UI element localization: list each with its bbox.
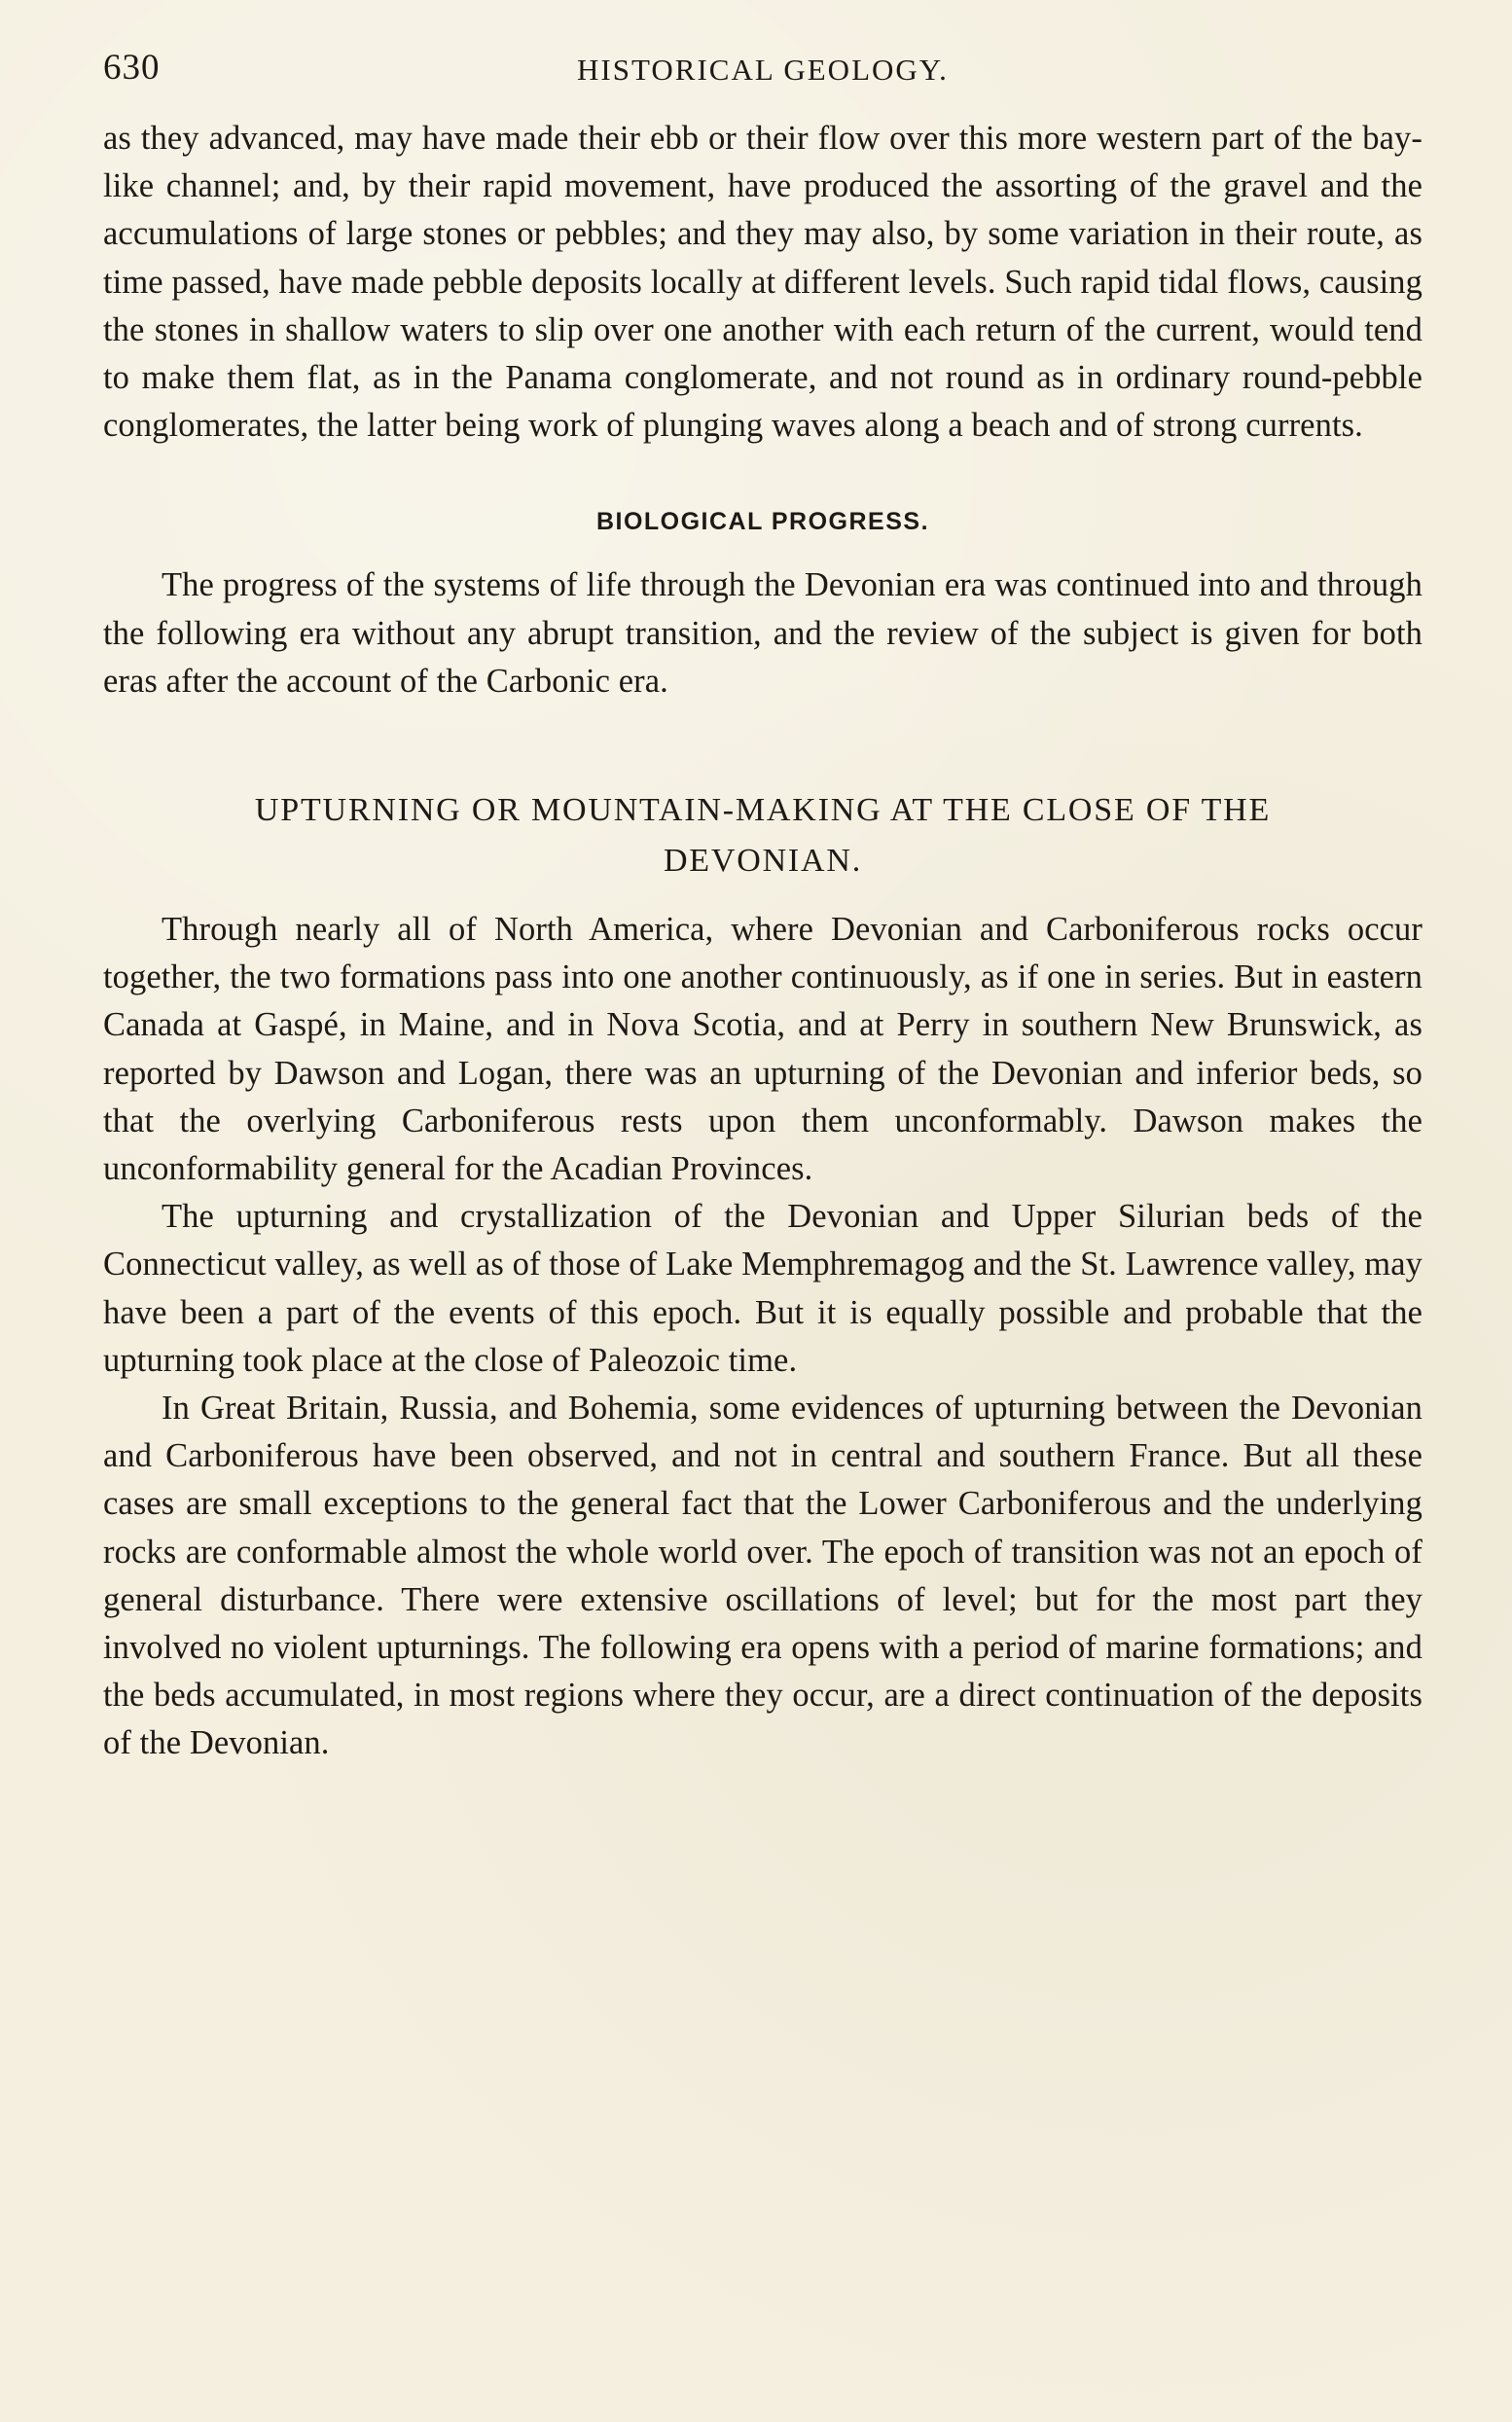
page-number: 630 (103, 48, 161, 88)
intro-paragraph: as they advanced, may have made their ebb or their flow over this more western part of the bay-like channel; and, by their rapid movement, have produced the assorting of the gravel and the accumulations of large stones or pebbles; and they may also, by some variation in their route, as time passed, have made pebble deposits locally at different levels. Such rapid tidal flows, causing the stones in shallow waters to slip over one another with each return of the current, would tend to make them flat, as in the Panama conglomerate, and not round as in ordinary round-pebble conglomerates, the latter being work of plunging waves along a beach and of strong currents. (103, 120, 1422, 445)
biological-progress-heading: BIOLOGICAL PROGRESS. (595, 508, 930, 536)
north-america-paragraph: Through nearly all of North America, where Devonian and Carboniferous rocks occur together, the two formations pass into one another continuously, as if one in series. But in eastern Canada at Gaspé, in Maine, and in Nova Scotia, and at Perry in southern New Brunswick, as reported by Dawson and Logan, there was an upturning of the Devonian and inferior beds, so that the overlying Carboniferous rests upon them unconformably. Dawson makes the unconformability general for the Acadian Provinces. (103, 911, 1422, 1188)
upturning-heading-line-1: UPTURNING OR MOUNTAIN-MAKING AT THE CLOSE OF THE (254, 792, 1272, 829)
page-body (103, 115, 1422, 1768)
upturning-heading-line-2: DEVONIAN. (663, 843, 863, 880)
page-header (103, 37, 1422, 105)
britain-paragraph: In Great Britain, Russia, and Bohemia, some evidences of upturning between the Devonian and Carboniferous have been observed, and not in central and southern France. But all these cases are small exceptions to the general fact that the Lower Carboniferous and the underlying rocks are conformable almost the whole world over. The epoch of transition was not an epoch of general disturbance. There were extensive oscillations of level; but for the most part they involved no violent upturnings. The following era opens with a period of marine formations; and the beds accumulated, in most regions where they occur, are a direct continuation of the deposits of the Devonian. (103, 1390, 1422, 1762)
connecticut-paragraph: The upturning and crystallization of the Devonian and Upper Silurian beds of the Connecticut valley, as well as of those of Lake Memphremagog and the St. Lawrence valley, may have been a part of the events of this epoch. But it is equally possible and probable that the upturning took place at the close of Paleozoic time. (103, 1198, 1422, 1379)
running-title: HISTORICAL GEOLOGY. (577, 53, 949, 87)
upturning-heading (103, 785, 1422, 886)
biological-progress-paragraph: The progress of the systems of life through the Devonian era was continued into and through the following era without any abrupt transition, and the review of the subject is given for both eras after the account of the Carbonic era. (103, 566, 1422, 700)
